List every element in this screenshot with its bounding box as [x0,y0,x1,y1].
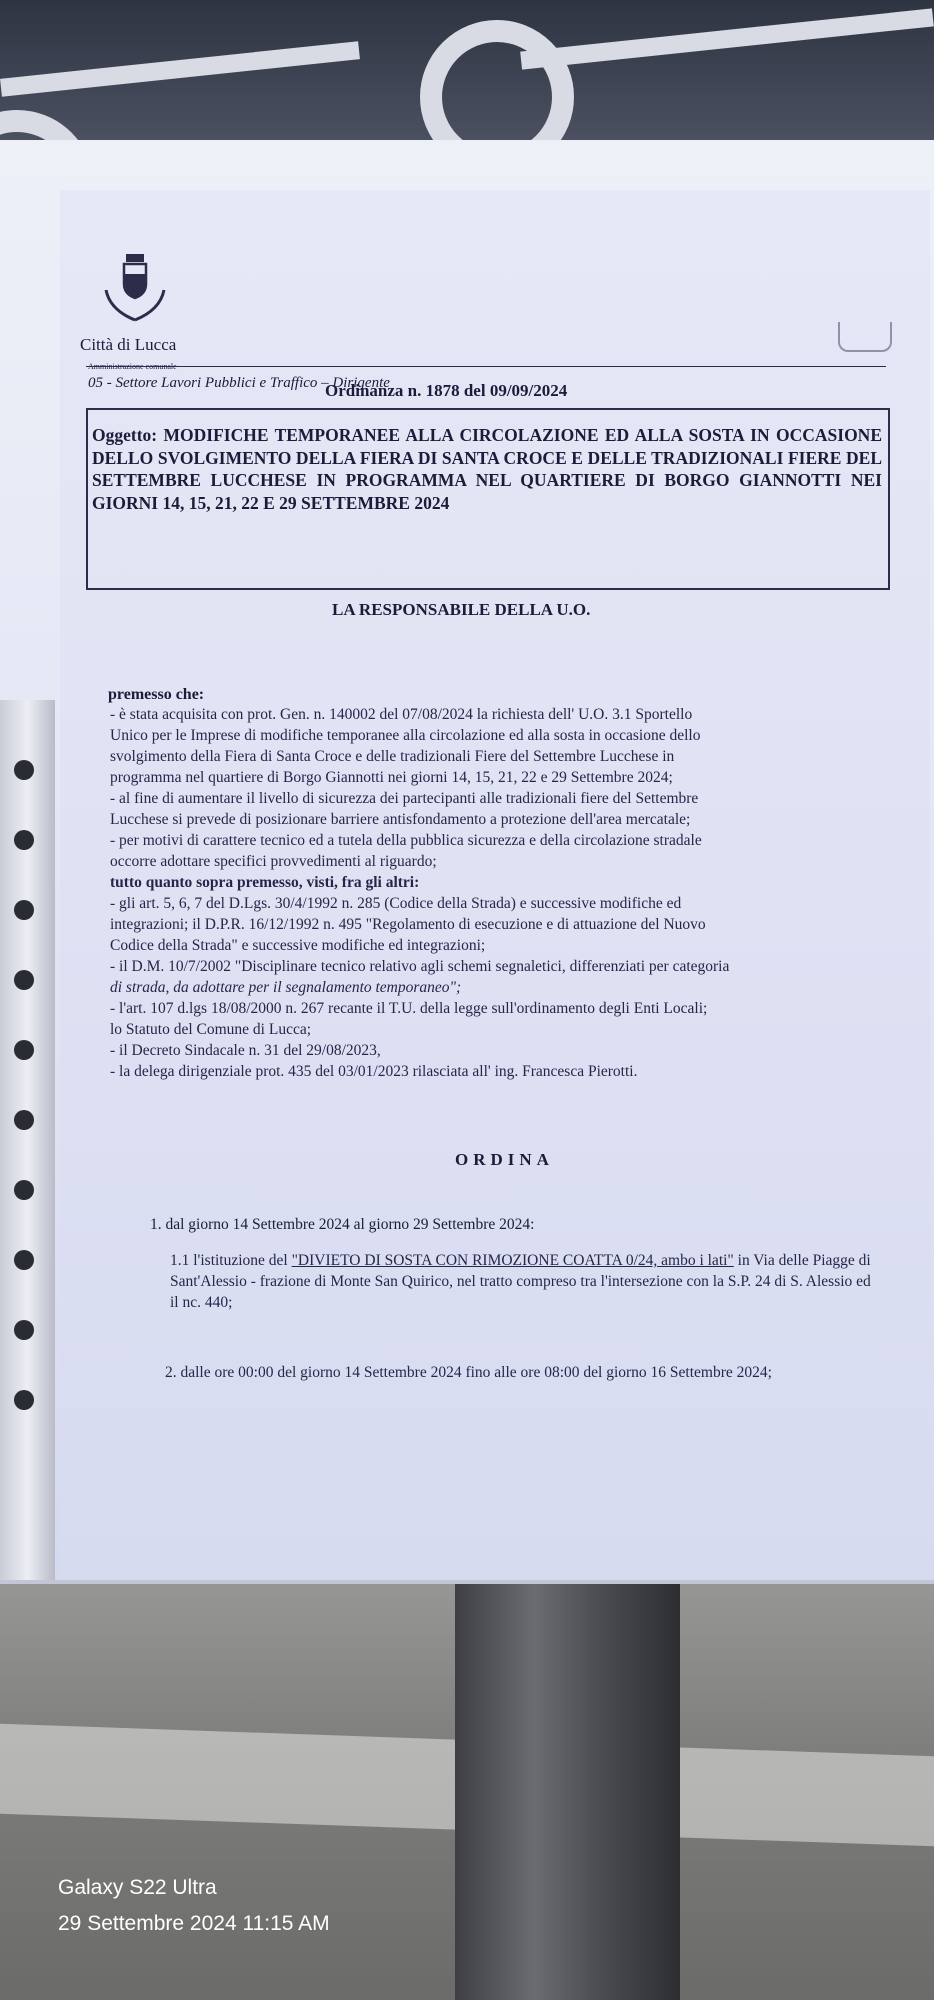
point-1-1-underlined: "DIVIETO DI SOSTA CON RIMOZIONE COATTA 0/24, ambo i lati" [291,1252,734,1269]
body-line: svolgimento della Fiera di Santa Croce e delle tradizionali Fiere del Settembre Lucchese in [110,748,675,765]
body-line: tutto quanto sopra premesso, visti, fra gli altri: [110,874,420,891]
punch-hole [14,1040,34,1060]
device-watermark: Galaxy S22 Ultra [58,1876,217,1899]
premesso-body [110,704,890,1082]
point-1-1-prefix: 1.1 l'istituzione del [170,1252,288,1269]
body-line: - gli art. 5, 6, 7 del D.Lgs. 30/4/1992 n. 285 (Codice della Strada) e successive modifiche ed [110,895,682,912]
city-name: Città di Lucca [80,335,177,354]
punch-hole [14,830,34,850]
body-line: di strada, da adottare per il segnalamento temporaneo"; [110,979,462,996]
body-line: - è stata acquisita con prot. Gen. n. 140002 del 07/08/2024 la richiesta dell' U.O. 3.1 Sportello [110,706,693,723]
arrow-shape-icon [838,322,892,352]
punch-hole [14,1180,34,1200]
city-crest-icon [100,250,170,330]
premesso-heading: premesso che: [108,686,205,703]
graphic-stripe [520,8,934,69]
point-2: 2. dalle ore 00:00 del giorno 14 Settembre 2024 fino alle ore 08:00 del giorno 16 Settembre 2024; [165,1364,772,1381]
body-line: - il Decreto Sindacale n. 31 del 29/08/2023, [110,1042,381,1059]
punch-hole [14,970,34,990]
subject-text: Oggetto: MODIFICHE TEMPORANEE ALLA CIRCOLAZIONE ED ALLA SOSTA IN OCCASIONE DELLO SVOLGIMENTO DELLA FIERA DI SANTA CROCE E DELLE TRADIZIONALI FIERE DEL SETTEMBRE LUCCHESE IN PROGRAMMA NEL QUARTIERE DI BORGO GIANNOTTI NEI GIORNI 14, 15, 21, 22 E 29 SETTEMBRE 2024 [92,425,882,513]
body-line: - l'art. 107 d.lgs 18/08/2000 n. 267 recante il T.U. della legge sull'ordinamento degli Enti Locali; [110,1000,708,1017]
body-line: - per motivi di carattere tecnico ed a tutela della pubblica sicurezza e della circolazione stradale [110,832,702,849]
body-line: Lucchese si prevede di posizionare barriere antisfondamento a protezione dell'area mercatale; [110,811,691,828]
body-line: - al fine di aumentare il livello di sicurezza dei partecipanti alle tradizionali fiere del Settembre [110,790,699,807]
body-line: Unico per le Imprese di modifiche temporanee alla circolazione ed alla sosta in occasione dello [110,727,701,744]
punch-hole [14,1110,34,1130]
point-1-1 [170,1250,880,1313]
datetime-watermark: 29 Settembre 2024 11:15 AM [58,1912,330,1935]
header-divider [86,366,886,367]
body-line: programma nel quartiere di Borgo Giannotti nei giorni 14, 15, 21, 22 e 29 Settembre 2024; [110,769,673,786]
point-1-1-rest: in Via delle Piagge di Sant'Alessio - frazione di Monte San Quirico, nel tratto compreso tra l'intersezione con la S.P. 24 di S. Alessio ed il nc. 440; [170,1252,871,1311]
body-line: Codice della Strada" e successive modifiche ed integrazioni; [110,937,486,954]
binder-strip [0,700,55,1580]
responsabile-heading: LA RESPONSABILE DELLA U.O. [332,600,591,619]
point-1: 1. dal giorno 14 Settembre 2024 al giorno 29 Settembre 2024: [150,1216,535,1233]
body-line: lo Statuto del Comune di Lucca; [110,1021,312,1038]
ordina-heading: ORDINA [455,1150,554,1169]
punch-hole [14,760,34,780]
punch-hole [14,1320,34,1340]
punch-hole [14,900,34,920]
sector-label: 05 - Settore Lavori Pubblici e Traffico – Dirigente [88,375,390,391]
punch-hole [14,1390,34,1410]
body-line: integrazioni; il D.P.R. 16/12/1992 n. 495 "Regolamento di esecuzione e di attuazione del Nuovo [110,916,706,933]
punch-hole [14,1250,34,1270]
body-line: - il D.M. 10/7/2002 "Disciplinare tecnico relativo agli schemi segnaletici, differenziati per categoria [110,958,730,975]
graphic-stripe [0,41,360,97]
body-line: - la delega dirigenziale prot. 435 del 03/01/2023 rilasciata all' ing. Francesca Pierotti. [110,1063,638,1080]
body-line: occorre adottare specifici provvedimenti al riguardo; [110,853,437,870]
ordinance-number: Ordinanza n. 1878 del 09/09/2024 [325,381,568,400]
metal-pole [455,1580,680,2000]
